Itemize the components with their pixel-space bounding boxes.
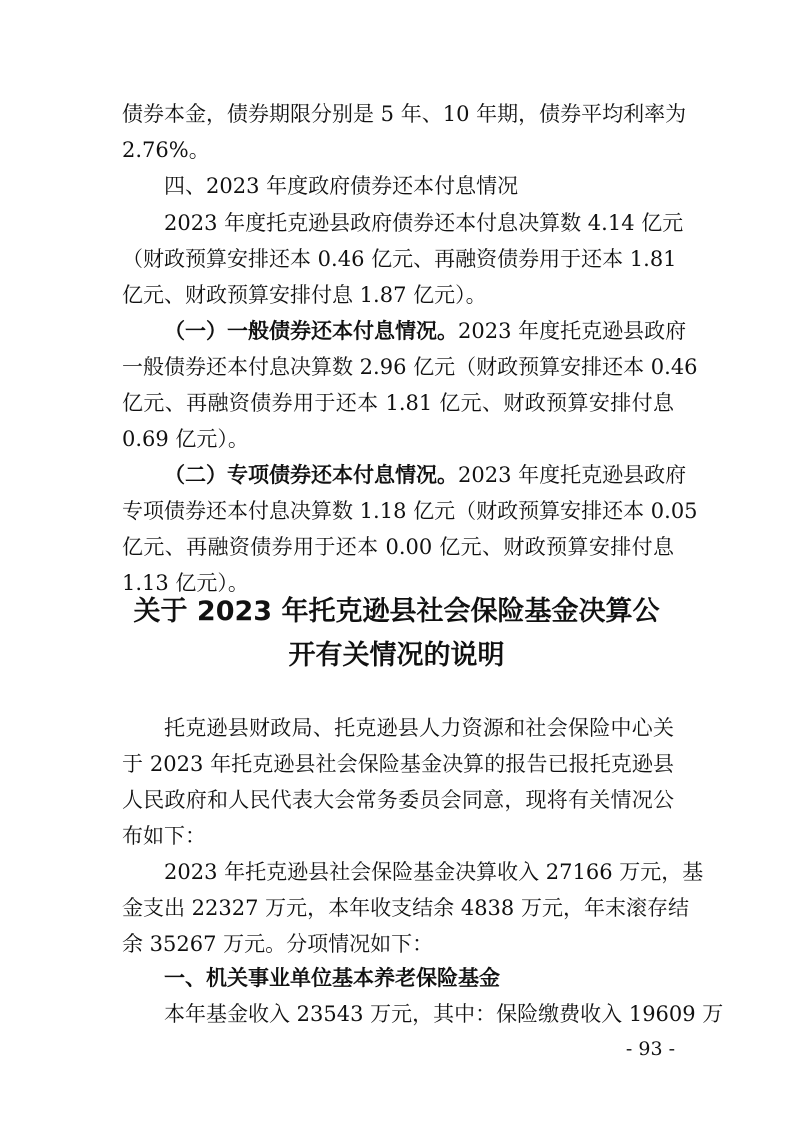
body-line: 专项债券还本付息决算数 1.18 亿元（财政预算安排还本 0.05 [122,499,698,523]
section-heading: 四、2023 年度政府债券还本付息情况 [164,174,519,198]
body-line: 2.76%。 [122,138,210,162]
body-line: 金支出 22327 万元，本年收支结余 4838 万元，年末滚存结 [122,896,689,920]
body-line: 亿元、再融资债券用于还本 1.81 亿元、财政预算安排付息 [122,391,674,415]
section-heading: 一、机关事业单位基本养老保险基金 [164,966,500,990]
body-text: 2023 年度托克逊县政府 [458,463,687,487]
subsection-line [164,457,687,493]
body-line: 余 35267 万元。分项情况如下： [122,932,434,956]
body-line: 亿元、财政预算安排付息 1.87 亿元）。 [122,283,487,307]
body-line: 债券本金，债券期限分别是 5 年、10 年期，债券平均利率为 [122,102,687,126]
body-line: 于 2023 年托克逊县社会保险基金决算的报告已报托克逊县 [122,752,674,776]
body-line: 0.69 亿元）。 [122,427,249,451]
page-number: - 93 - [625,1038,675,1060]
page-title: 开有关情况的说明 [288,640,505,671]
body-text: 2023 年度托克逊县政府 [458,319,687,343]
body-line: 2023 年度托克逊县政府债券还本付息决算数 4.14 亿元 [164,211,684,235]
body-line: 一般债券还本付息决算数 2.96 亿元（财政预算安排还本 0.46 [122,355,698,379]
body-line: 2023 年托克逊县社会保险基金决算收入 27166 万元，基 [164,860,704,884]
subsection-heading: （二）专项债券还本付息情况。 [164,463,458,487]
body-line: （财政预算安排还本 0.46 亿元、再融资债券用于还本 1.81 [122,247,677,271]
subsection-line [164,313,687,349]
body-line: 人民政府和人民代表大会常务委员会同意，现将有关情况公 [122,788,674,812]
body-line: 1.13 亿元）。 [122,571,249,595]
body-line: 托克逊县财政局、托克逊县人力资源和社会保险中心关 [164,716,674,740]
body-line: 亿元、再融资债券用于还本 0.00 亿元、财政预算安排付息 [122,535,674,559]
subsection-heading: （一）一般债券还本付息情况。 [164,319,458,343]
body-line: 本年基金收入 23543 万元，其中：保险缴费收入 19609 万 [164,1002,724,1026]
body-line: 布如下： [122,824,206,848]
page-title: 关于 2023 年托克逊县社会保险基金决算公 [133,596,660,627]
